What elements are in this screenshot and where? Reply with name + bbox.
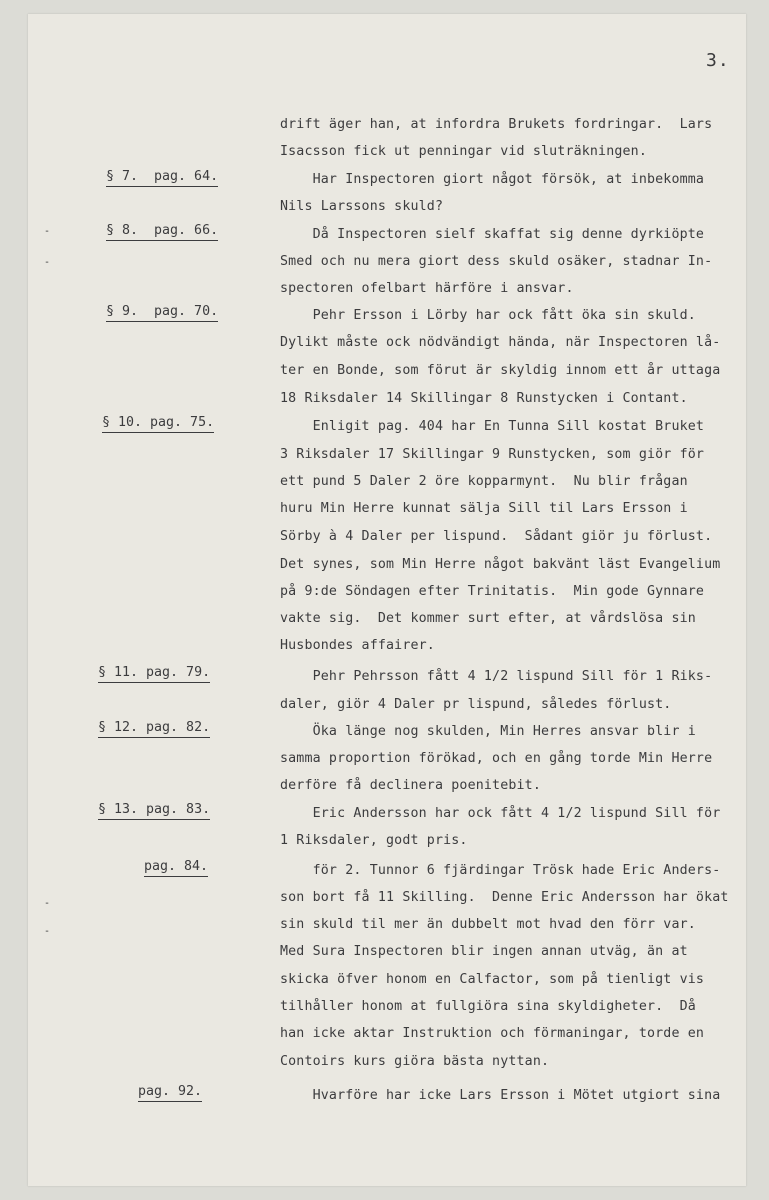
text-line: derföre få declinera poenitebit. <box>280 778 541 793</box>
text-line: Eric Andersson har ock fått 4 1/2 lispund Sill för <box>280 806 721 821</box>
text-line: sin skuld til mer än dubbelt mot hvad den förr var. <box>280 917 696 932</box>
edge-mark: - <box>44 257 51 268</box>
text-line: huru Min Herre kunnat sälja Sill til Lars Ersson i <box>280 501 688 516</box>
text-line: ter en Bonde, som förut är skyldig innom ett år uttaga <box>280 363 721 378</box>
edge-mark: - <box>44 926 51 937</box>
text-line: Husbondes affairer. <box>280 638 435 653</box>
text-line: daler, giör 4 Daler pr lispund, således förlust. <box>280 697 672 712</box>
text-line: Contoirs kurs giöra bästa nyttan. <box>280 1054 550 1069</box>
page-number: 3. <box>706 50 730 71</box>
text-line: Isacsson fick ut penningar vid sluträkningen. <box>280 144 647 159</box>
text-line: Pehr Ersson i Lörby har ock fått öka sin skuld. <box>280 308 696 323</box>
text-line: Sörby à 4 Daler per lispund. Sådant giör ju förlust. <box>280 529 713 544</box>
text-line: son bort få 11 Skilling. Denne Eric Andersson har ökat <box>280 890 729 905</box>
text-line: drift äger han, at infordra Brukets fordringar. Lars <box>280 117 713 132</box>
text-line: Nils Larssons skuld? <box>280 199 444 214</box>
text-line: för 2. Tunnor 6 fjärdingar Trösk hade Eric Anders- <box>280 863 721 878</box>
text-line: Öka länge nog skulden, Min Herres ansvar blir i <box>280 724 696 739</box>
text-line: Har Inspectoren giort något försök, at inbekomma <box>280 172 705 187</box>
margin-ref-13: § 13. pag. 83. <box>98 802 210 820</box>
margin-ref-11: § 11. pag. 79. <box>98 665 210 683</box>
edge-mark: - <box>44 226 51 237</box>
text-line: skicka öfver honom en Calfactor, som på tienligt vis <box>280 972 705 987</box>
edge-mark: - <box>44 898 51 909</box>
text-line: samma proportion förökad, och en gång torde Min Herre <box>280 751 713 766</box>
text-line: han icke aktar Instruktion och förmaningar, torde en <box>280 1026 705 1041</box>
margin-ref-92: pag. 92. <box>138 1084 202 1102</box>
text-line: Med Sura Inspectoren blir ingen annan utväg, än at <box>280 944 688 959</box>
text-line: på 9:de Söndagen efter Trinitatis. Min gode Gynnare <box>280 584 705 599</box>
text-line: Det synes, som Min Herre något bakvänt läst Evangelium <box>280 557 721 572</box>
margin-ref-8: § 8. pag. 66. <box>106 223 218 241</box>
text-line: 18 Riksdaler 14 Skillingar 8 Runstycken i Contant. <box>280 391 688 406</box>
text-line: Då Inspectoren sielf skaffat sig denne dyrkiöpte <box>280 227 705 242</box>
text-line: vakte sig. Det kommer surt efter, at vårdslösa sin <box>280 611 696 626</box>
text-line: ett pund 5 Daler 2 öre kopparmynt. Nu blir frågan <box>280 474 688 489</box>
text-line: Dylikt måste ock nödvändigt hända, när Inspectoren lå- <box>280 335 721 350</box>
margin-ref-10: § 10. pag. 75. <box>102 415 214 433</box>
text-line: Smed och nu mera giort dess skuld osäker, stadnar In- <box>280 254 713 269</box>
text-line: Enligit pag. 404 har En Tunna Sill kostat Bruket <box>280 419 705 434</box>
margin-ref-9: § 9. pag. 70. <box>106 304 218 322</box>
text-line: spectoren ofelbart härföre i ansvar. <box>280 281 574 296</box>
text-line: Pehr Pehrsson fått 4 1/2 lispund Sill för 1 Riks- <box>280 669 713 684</box>
margin-ref-7: § 7. pag. 64. <box>106 169 218 187</box>
text-line: Hvarföre har icke Lars Ersson i Mötet utgiort sina <box>280 1088 721 1103</box>
document-page <box>28 14 746 1186</box>
text-line: 3 Riksdaler 17 Skillingar 9 Runstycken, som giör för <box>280 447 705 462</box>
text-line: 1 Riksdaler, godt pris. <box>280 833 468 848</box>
text-line: tilhåller honom at fullgiöra sina skyldigheter. Då <box>280 999 696 1014</box>
margin-ref-84: pag. 84. <box>144 859 208 877</box>
margin-ref-12: § 12. pag. 82. <box>98 720 210 738</box>
